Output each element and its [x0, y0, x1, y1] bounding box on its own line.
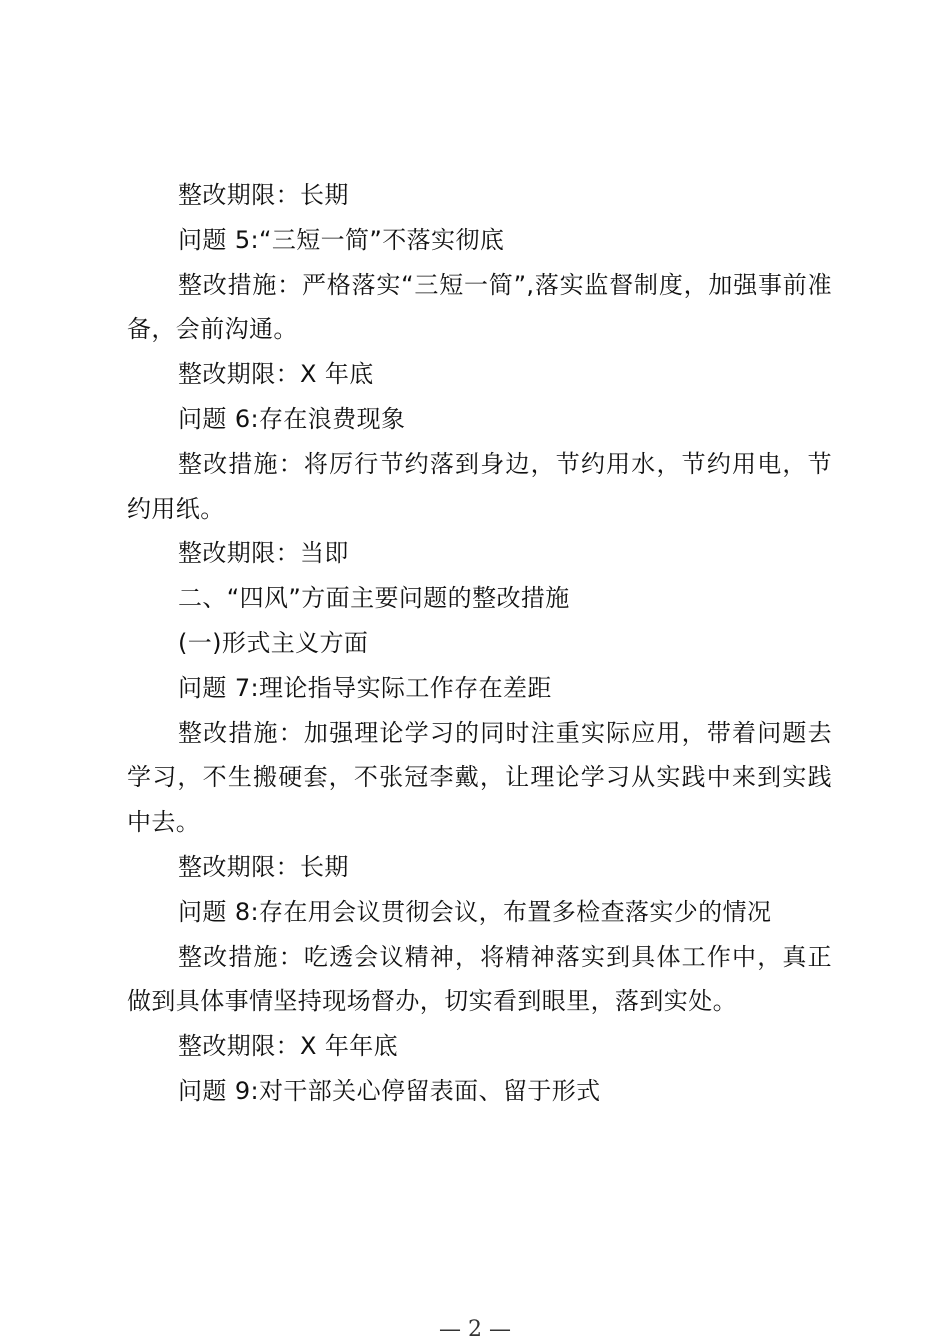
subsection-heading-formalism: (一)形式主义方面 [178, 628, 369, 657]
body-text [127, 173, 832, 1114]
paragraph-deadline-8: 整改期限：X 年年底 [178, 1032, 399, 1061]
paragraph-measure-5: 整改措施：严格落实“三短一简”,落实监督制度，加强事前准备，会前沟通。 [127, 270, 832, 344]
paragraph-issue-5: 问题 5:“三短一简”不落实彻底 [178, 225, 505, 254]
paragraph-deadline-5: 整改期限：X 年底 [178, 360, 374, 389]
paragraph-measure-8: 整改措施：吃透会议精神，将精神落实到具体工作中，真正做到具体事情坚持现场督办，切实看到眼里，落到实处。 [127, 942, 832, 1016]
paragraph-issue-8: 问题 8:存在用会议贯彻会议，布置多检查落实少的情况 [178, 897, 772, 926]
page-number: — 2 — [439, 1317, 511, 1342]
paragraph-measure-7: 整改措施：加强理论学习的同时注重实际应用，带着问题去学习，不生搬硬套，不张冠李戴，让理论学习从实践中来到实践中去。 [127, 718, 832, 837]
paragraph-issue-7: 问题 7:理论指导实际工作存在差距 [178, 673, 552, 702]
paragraph-measure-6: 整改措施：将厉行节约落到身边，节约用水，节约用电，节约用纸。 [127, 449, 832, 523]
paragraph-issue-9: 问题 9:对干部关心停留表面、留于形式 [178, 1076, 601, 1105]
section-heading-four-winds: 二、“四风”方面主要问题的整改措施 [178, 584, 570, 613]
paragraph-deadline-6: 整改期限：当即 [178, 539, 349, 568]
paragraph-issue-6: 问题 6:存在浪费现象 [178, 404, 406, 433]
paragraph-deadline-1: 整改期限：长期 [178, 181, 349, 209]
paragraph-deadline-7: 整改期限：长期 [178, 852, 349, 881]
